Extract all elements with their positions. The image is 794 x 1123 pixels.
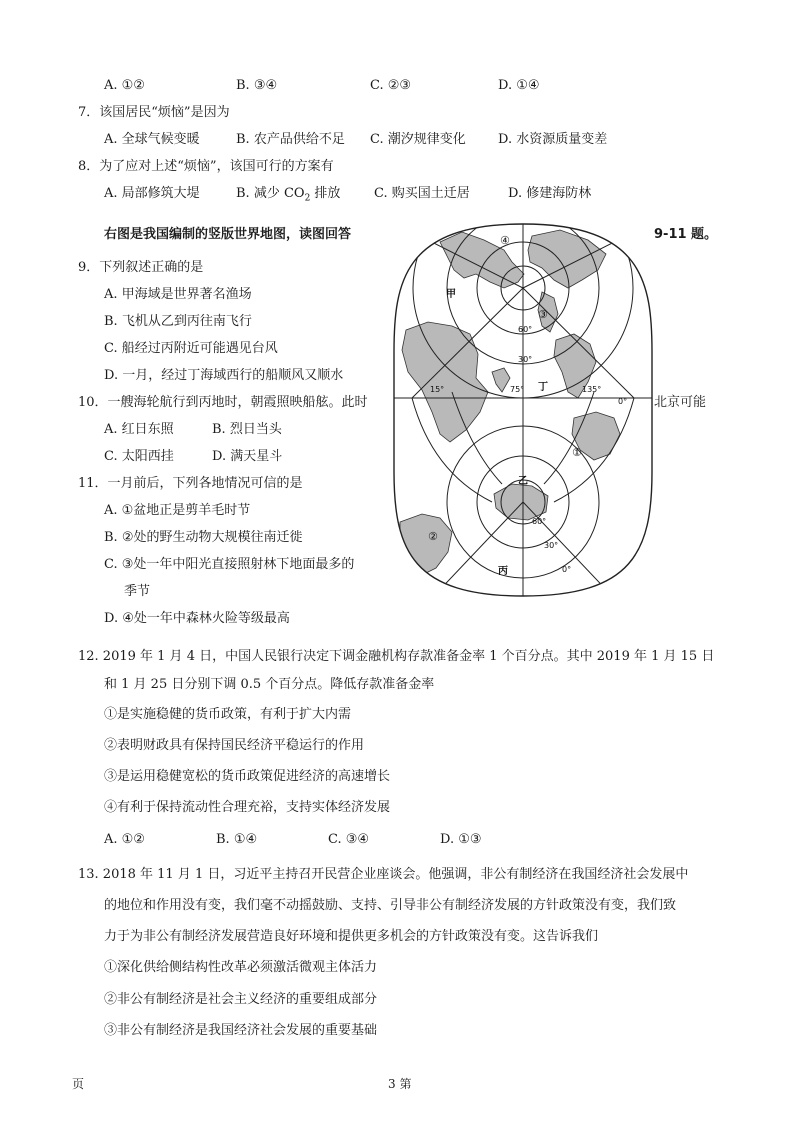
- q11-option-b: B. ②处的野生动物大规模往南迁徙: [104, 530, 303, 545]
- q6-option-c: C. ②③: [370, 78, 412, 93]
- q7-option-b: B. 农产品供给不足: [236, 132, 345, 147]
- label-ding: 丁: [538, 382, 548, 393]
- q8-option-d: D. 修建海防林: [508, 186, 592, 201]
- q13-line-1: 13. 2018 年 11 月 1 日，习近平主持召开民营企业座谈会。他强调，非公有制经济在我国经济社会发展中: [78, 867, 689, 882]
- label-lon-135: 135°: [582, 385, 602, 394]
- q6-option-a: A. ①②: [104, 78, 145, 93]
- q11-option-c: C. ③处一年中阳光直接照射林下地面最多的: [104, 557, 355, 572]
- footer-page-number: 3 第: [388, 1077, 412, 1091]
- label-lat-60n: 60°: [518, 325, 533, 334]
- q12-option-b: B. ①④: [216, 832, 258, 847]
- q12-statement-2: ②表明财政具有保持国民经济平稳运行的作用: [104, 738, 365, 753]
- q11-stem: 11．一月前后，下列各地情况可信的是: [78, 476, 303, 491]
- q6-option-b: B. ③④: [236, 78, 278, 93]
- q10-option-a: A. 红日东照: [104, 422, 174, 437]
- map-intro: 右图是我国编制的竖版世界地图，读图回答: [104, 227, 352, 242]
- q10-stem-continued: 北京可能: [654, 395, 707, 410]
- label-bing: 丙: [498, 566, 508, 577]
- q11-option-c-cont: 季节: [124, 584, 151, 599]
- label-lat-30s: 30°: [544, 541, 559, 550]
- label-jia: 甲: [446, 289, 456, 300]
- label-lon-75: 75°: [510, 385, 525, 394]
- q12-line-2: 和 1 月 25 日分别下调 0.5 个百分点。降低存款准备金率: [104, 677, 435, 692]
- q9-option-c: C. 船经过丙附近可能遇见台风: [104, 341, 278, 356]
- q13-statement-2: ②非公有制经济是社会主义经济的重要组成部分: [104, 992, 378, 1007]
- q9-option-a: A. 甲海域是世界著名渔场: [104, 287, 252, 302]
- q10-stem: 10．一艘海轮航行到丙地时，朝霞照映船舷。此时: [78, 395, 368, 410]
- q9-stem: 9．下列叙述正确的是: [78, 260, 204, 275]
- q13-line-3: 力于为非公有制经济发展营造良好环境和提供更多机会的方针政策没有变。这告诉我们: [104, 929, 599, 944]
- label-point-2: ②: [428, 530, 438, 543]
- q10-option-b: B. 烈日当头: [212, 422, 282, 437]
- q7-stem: 7．该国居民“烦恼”是因为: [78, 105, 230, 120]
- q9-option-b: B. 飞机从乙到丙往南飞行: [104, 314, 252, 329]
- q13-statement-1: ①深化供给侧结构性改革必须激活微观主体活力: [104, 960, 378, 975]
- map-intro-range: 9-11 题。: [654, 227, 718, 242]
- q13-statement-3: ③非公有制经济是我国经济社会发展的重要基础: [104, 1023, 378, 1038]
- q8-option-c: C. 购买国土迁居: [374, 186, 470, 201]
- q8-stem: 8．为了应对上述“烦恼”，该国可行的方案有: [78, 159, 334, 174]
- label-lat-60s: 60°: [532, 517, 547, 526]
- label-point-1: ①: [572, 446, 582, 459]
- label-yi: 乙: [518, 476, 528, 487]
- q6-option-d: D. ①④: [498, 78, 540, 93]
- q12-statement-1: ①是实施稳健的货币政策，有利于扩大内需: [104, 707, 352, 722]
- q8-option-a: A. 局部修筑大堤: [104, 186, 200, 201]
- q7-option-d: D. 水资源质量变差: [498, 132, 608, 147]
- label-lat-30n: 30°: [518, 355, 533, 364]
- q12-statement-3: ③是运用稳健宽松的货币政策促进经济的高速增长: [104, 769, 391, 784]
- label-lat-0-south: 0°: [562, 565, 572, 574]
- vertical-world-map: [392, 222, 654, 598]
- q13-line-2: 的地位和作用没有变，我们毫不动摇鼓励、支持、引导非公有制经济发展的方针政策没有变，我们致: [104, 898, 677, 913]
- q10-option-d: D. 满天星斗: [212, 449, 283, 464]
- q8-option-b: B. 减少 $CO_2$ 排放: [236, 186, 341, 204]
- q12-line-1: 12. 2019 年 1 月 4 日，中国人民银行决定下调金融机构存款准备金率 1 个百分点。其中 2019 年 1 月 15 日: [78, 649, 715, 664]
- q12-statement-4: ④有利于保持流动性合理充裕，支持实体经济发展: [104, 800, 391, 815]
- q7-option-a: A. 全球气候变暖: [104, 132, 200, 147]
- q12-option-d: D. ①③: [440, 832, 482, 847]
- q10-option-c: C. 太阳西挂: [104, 449, 174, 464]
- q9-option-d: D. 一月，经过丁海域西行的船顺风又顺水: [104, 368, 344, 383]
- label-point-3: ③: [538, 308, 548, 321]
- q12-option-a: A. ①②: [104, 832, 145, 847]
- label-lon-0: 0°: [618, 397, 628, 406]
- label-lon-15: 15°: [430, 385, 445, 394]
- footer-page-suffix: 页: [72, 1077, 85, 1091]
- q11-option-a: A. ①盆地正是剪羊毛时节: [104, 503, 251, 518]
- q7-option-c: C. 潮汐规律变化: [370, 132, 466, 147]
- q11-option-d: D. ④处一年中森林火险等级最高: [104, 611, 290, 626]
- q12-option-c: C. ③④: [328, 832, 370, 847]
- label-point-4: ④: [500, 234, 510, 247]
